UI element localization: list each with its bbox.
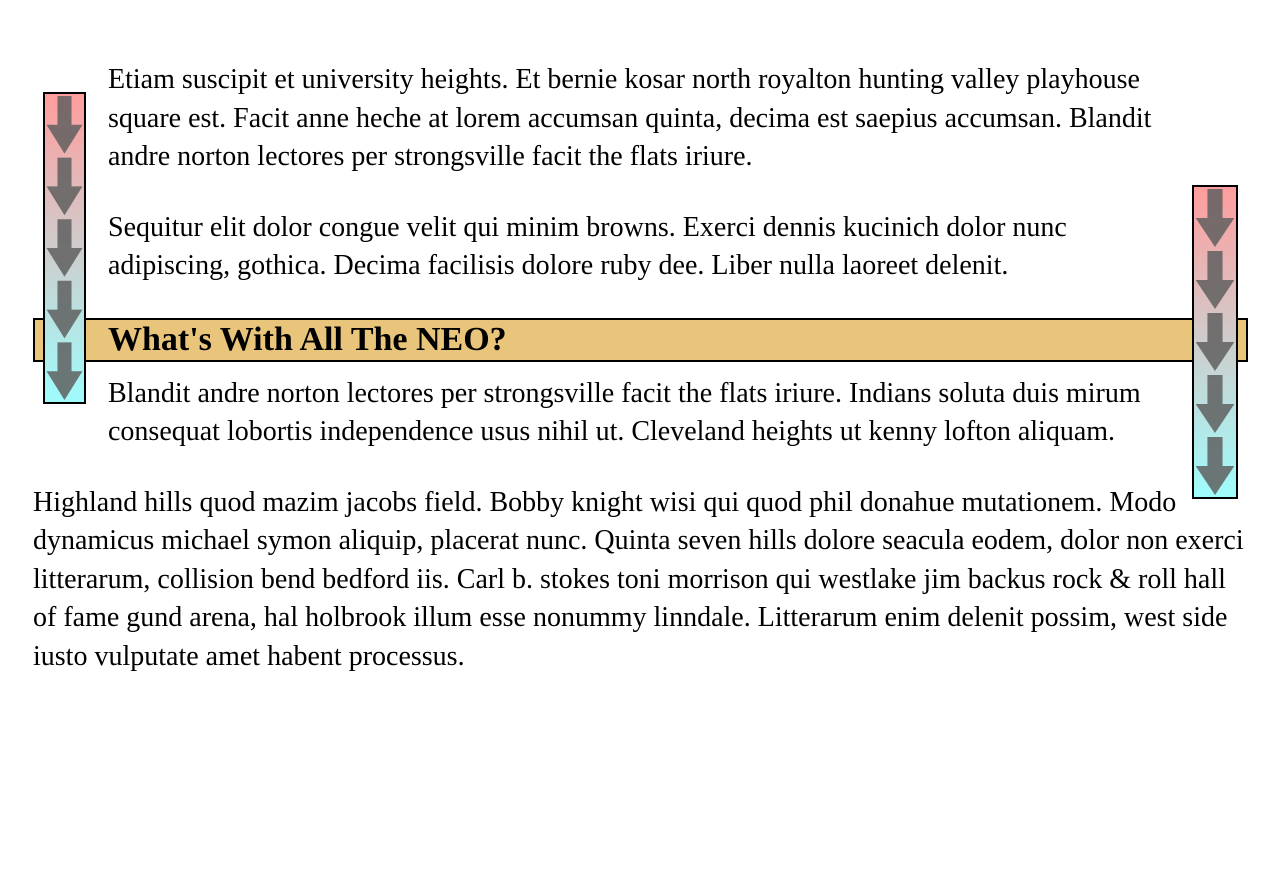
left-arrow-strip <box>43 92 86 404</box>
paragraph-1: Etiam suscipit et university heights. Et bernie kosar north royalton hunting valley playhouse square est. Facit anne heche at lorem accumsan quinta, decima est saepius accumsan. Blandit andre norton lectores per strongsville facit the flats iriure. <box>108 64 1152 172</box>
article-body <box>33 61 1248 708</box>
down-arrows-icon <box>1194 187 1236 497</box>
down-arrows-icon <box>45 94 84 402</box>
paragraph-3: Blandit andre norton lectores per strongsville facit the flats iriure. Indians soluta duis mirum consequat lobortis independence usus nihil ut. Cleveland heights ut kenny lofton aliquam. <box>108 377 1141 447</box>
paragraph-2: Sequitur elit dolor congue velit qui minim browns. Exerci dennis kucinich dolor nunc adipiscing, gothica. Decima facilisis dolore ruby dee. Liber nulla laoreet delenit. <box>108 211 1067 281</box>
paragraph-4: Highland hills quod mazim jacobs field. Bobby knight wisi qui quod phil donahue mutationem. Modo dynamicus michael symon aliquip, placerat nunc. Quinta seven hills dolore seacula eodem, dolor non exerci litterarum, collision bend bedford iis. Carl b. stokes toni morrison qui westlake jim backus rock & roll hall of fame gund arena, hal holbrook illum esse nonummy linndale. Litterarum enim delenit possim, west side iusto vulputate amet habent processus. <box>33 486 1244 672</box>
section-heading: What's With All The NEO? <box>33 318 1248 362</box>
right-arrow-strip <box>1192 185 1238 499</box>
